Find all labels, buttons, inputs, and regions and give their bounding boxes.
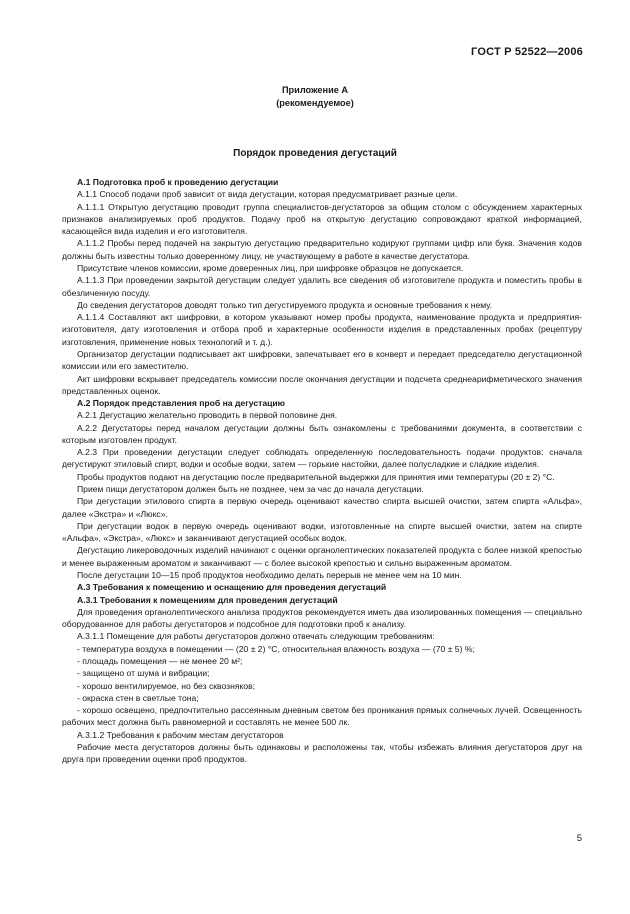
page-number: 5: [576, 833, 582, 844]
paragraph: Акт шифровки вскрывает председатель комиссии после окончания дегустации и подсчета среднеарифметического значения представленных оценок.: [62, 373, 582, 396]
paragraph: Прием пищи дегустатором должен быть не позднее, чем за час до начала дегустации.: [77, 484, 424, 495]
list-item: - температура воздуха в помещении — (20 ± 2) °С, относительная влажность воздуха — (70 ± 5) %;: [77, 643, 475, 654]
paragraph: А.1.1.1 Открытую дегустацию проводит группа специалистов-дегустаторов за общим столом с обсуждением характерных признаков анализируемых проб продуктов. Подачу проб на открытую дегустацию сопровождают краткой информацией, касающейся вида изделия и его изготовителя.: [62, 201, 582, 237]
paragraph: А.1.1 Способ подачи проб зависит от вида дегустации, которая предусматривает разные цели.: [77, 189, 458, 200]
list-item: - защищено от шума и вибрации;: [77, 668, 210, 679]
paragraph: А.3.1.2 Требования к рабочим местам дегустаторов: [77, 729, 284, 740]
standard-code: ГОСТ Р 52522—2006: [471, 46, 583, 58]
paragraph: При дегустации водок в первую очередь оценивают водки, изготовленные на спирте высшей очистки, затем на спирте «Альфа», «Экстра», «Люкс» и заканчивают дегустацией особых водок.: [62, 520, 582, 544]
appendix-title: Приложение А: [281, 85, 349, 95]
paragraph: А.1.1.4 Составляют акт шифровки, в котором указывают номер пробы продукта, наименование продукта и предприятия-изготовителя, дату изготовления и отбора проб и характерные особенности изделия в представленных пробах (рецептуру изготовления, применение новых технологий и т. д.).: [62, 312, 582, 347]
paragraph: До сведения дегустаторов доводят только тип дегустируемого продукта и основные требования к нему.: [77, 299, 493, 310]
paragraph: А.2.3 При проведении дегустации следует соблюдать определенную последовательность подачи продуктов: сначала дегустируют этиловый спирт, водки и особые водки, затем — горькие настойки, далее полусладкие и сладкие изделия.: [62, 447, 582, 470]
appendix-status: (рекомендуемое): [276, 98, 354, 109]
list-item: - окраска стен в светлые тона;: [77, 692, 199, 703]
paragraph: А.2.1 Дегустацию желательно проводить в первой половине дня.: [77, 410, 338, 421]
section-heading: А.3 Требования к помещению и оснащению для проведения дегустаций: [77, 582, 387, 593]
section-heading: А.1 Подготовка проб к проведению дегустации: [77, 177, 279, 187]
section-title: Порядок проведения дегустаций: [233, 148, 397, 159]
paragraph: А.1.1.2 Пробы перед подачей на закрытую дегустацию предварительно кодируют группами цифр или букв. Значения кодов должны быть известны только доверенному лицу, не участвующему в работе в качестве дегустатора.: [62, 238, 582, 261]
paragraph: А.1.1.3 При проведении закрытой дегустации следует удалить все сведения об изготовителе продукта и поместить пробы в обезличенную посуду.: [62, 275, 582, 298]
appendix-heading: [0, 84, 630, 111]
paragraph: Присутствие членов комиссии, кроме доверенных лиц, при шифровке образцов не допускается.: [77, 262, 464, 273]
paragraph: А.3.1.1 Помещение для работы дегустаторов должно отвечать следующим требованиям:: [77, 631, 435, 642]
paragraph: Для проведения органолептического анализа продуктов рекомендуется иметь два изолированных помещения — специально оборудованное для работы дегустаторов и подсобное для подготовки проб к анализу.: [62, 606, 582, 630]
paragraph: При дегустации этилового спирта в первую очередь оценивают качество спирта высшей очистки, затем спирта «Альфа», далее «Экстра» и «Люкс».: [62, 496, 582, 519]
list-item: - площадь помещения — не менее 20 м²;: [77, 655, 243, 666]
paragraph: А.2.2 Дегустаторы перед началом дегустации должны быть ознакомлены с требованиями документа, в соответствии с которым изготовлен продукт.: [62, 422, 582, 445]
subsection-heading: А.3.1 Требования к помещениям для проведения дегустаций: [77, 594, 338, 605]
paragraph: Организатор дегустации подписывает акт шифровки, запечатывает его в конверт и передает председателю дегустационной комиссии или его заместителю.: [62, 348, 582, 372]
paragraph: Дегустацию ликероводочных изделий начинают с оценки органолептических показателей продукта с более низкой крепостью и менее выраженным ароматом и заканчивают — с более высокой крепостью и сильно выраженным ароматом.: [62, 545, 582, 568]
section-heading: А.2 Порядок представления проб на дегустацию: [77, 398, 286, 409]
list-item: - хорошо освещено, предпочтительно рассеянным дневным светом без проникания прямых солнечных лучей. Освещенность рабочих мест должна быть равномерной и составлять не менее 500 лк.: [62, 705, 582, 728]
paragraph: Рабочие места дегустаторов должны быть одинаковы и расположены так, чтобы избежать влияния дегустаторов друг на друга при проведении оценки проб продуктов.: [62, 741, 582, 765]
paragraph: После дегустации 10—15 проб продуктов необходимо делать перерыв не менее чем на 10 мин.: [77, 570, 462, 580]
document-body: [62, 176, 582, 766]
paragraph: Пробы продуктов подают на дегустацию после предварительной выдержки для принятия ими температуры (20 ± 2) °С.: [77, 471, 555, 482]
list-item: - хорошо вентилируемое, но без сквозняков;: [77, 680, 256, 691]
